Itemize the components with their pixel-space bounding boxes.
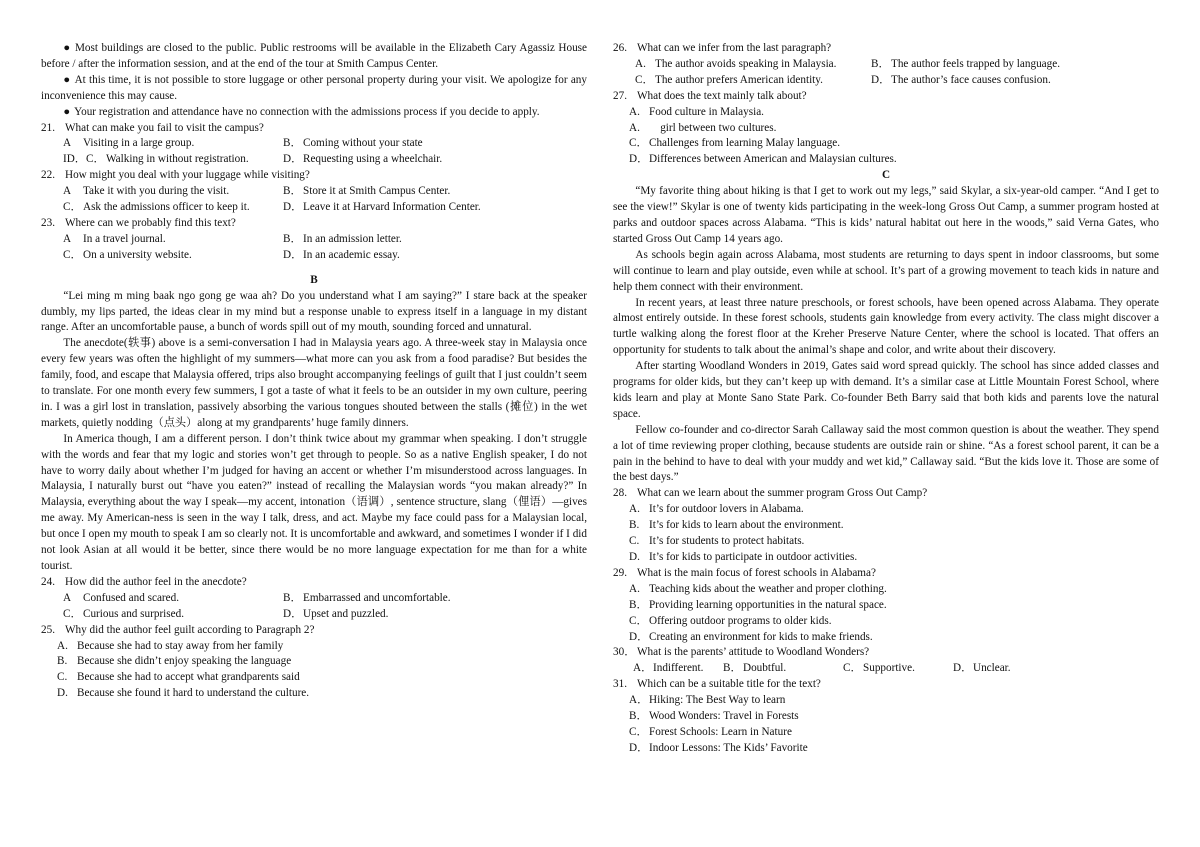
passage-c-paragraph-1: “My favorite thing about hiking is that I get to work out my legs,” said Skylar, a six-year-old camper. “And I get to see the view!” Skylar is one of twenty kids participating in the week-long Gross Out Camp, a summer program hosted at parks and outdoor spaces across Alabama. “This is kids’ natural habitat out here in the woods,” said Verna Gates, who started Gross Out Camp 14 years ago. [613, 185, 1159, 245]
option-c: ID．C．Walking in without registration. [63, 153, 249, 166]
option-b: B．Doubtful. [723, 662, 787, 675]
question-24: 24. How did the author feel in the anecdote? [41, 575, 247, 588]
notice-bullet-2: ● At this time, it is not possible to store luggage or other personal property during your visit. We apologize for any inconvenience this may cause. [41, 73, 587, 102]
section-b-heading: B [310, 273, 318, 286]
question-26: 26. What can we infer from the last paragraph? [613, 42, 832, 54]
question-28: 28. What can we learn about the summer program Gross Out Camp? [613, 487, 928, 500]
option-d: D．Differences between American and Malaysian cultures. [629, 153, 897, 166]
passage-b-paragraph-2: The anecdote(轶事) above is a semi-conversation I had in Malaysia years ago. A three-week stay in Malaysia once every few years was often the highlight of my summers—what more can you ask from a food paradise? But besides the family, food, and escape that Malaysia offered, trips also brought accompanying feelings of guilt that I just couldn’t seem to translate. For one month every few summers, I got a taste of what it feels to be an outsider in my own culture, peering in. I was a girl lost in translation, passively absorbing the various tongues shouted between the stalls (摊位) in the wet markets, quietly nodding（点头）along at my grandparents’ huge family dinners. [41, 337, 587, 429]
option-b: B．Store it at Smith Campus Center. [283, 185, 451, 198]
question-27-options [613, 105, 1159, 169]
passage-c-paragraph-3: In recent years, at least three nature preschools, or forest schools, have been opened across Alabama. They operate almost entirely outside. In these forest schools, students gain knowledge from every activity. The class might discover a turtle walking along the forest floor at the Kreher Preserve Nature Center, where the school is located. That offers an opportunity for students to talk about the animal’s shape and color, and write about their discovery. [613, 296, 1159, 357]
question-31-options [613, 693, 1159, 757]
option-a: A Confused and scared. [63, 591, 179, 604]
option-c: C. It’s for students to protect habitats. [629, 535, 805, 548]
option-a: A. Because she had to stay away from her family [57, 639, 284, 652]
option-c: C．Forest Schools: Learn in Nature [629, 725, 792, 738]
option-d: D. It’s for kids to participate in outdoor activities. [629, 551, 858, 563]
option-d: D．Indoor Lessons: The Kids’ Favorite [629, 741, 808, 754]
question-25: 25. Why did the author feel guilt according to Paragraph 2? [41, 623, 315, 636]
question-22-options [41, 184, 587, 216]
option-d: D. Because she found it hard to understand the culture. [57, 687, 310, 700]
option-a: A. Teaching kids about the weather and proper clothing. [629, 582, 887, 595]
question-25-options [41, 639, 587, 703]
passage-c-paragraph-4: After starting Woodland Wonders in 2019, Gates said word spread quickly. The school has since added classes and programs for older kids, but they can’t keep up with demand. It’s a similar case at Little Mountain Forest School, where kids learn and play at Monte Sano State Park. Co-founder Beth Barry said that both kids and parents love the natural space. [613, 360, 1159, 420]
question-29: 29. What is the main focus of forest schools in Alabama? [613, 566, 876, 579]
question-27: 27. What does the text mainly talk about? [613, 89, 807, 102]
option-c: C．The author prefers American identity. [635, 73, 823, 86]
question-31: 31. Which can be a suitable title for the text? [613, 678, 821, 691]
question-23: 23. Where can we probably find this text? [41, 216, 236, 229]
question-22: 22. How might you deal with your luggage while visiting? [41, 169, 310, 182]
option-c: C．On a university website. [63, 248, 192, 261]
notice-bullet-1: ● Most buildings are closed to the public. Public restrooms will be available in the Elizabeth Cary Agassiz House before / after the information session, and at the end of the tour at Smith Campus Center. [41, 42, 587, 70]
passage-c-paragraph-5: Fellow co-founder and co-director Sarah Callaway said the most common question is about the weather. They spend a lot of time reviewing proper clothing, because students are outside rain or shine. “As a forest school parent, it can be a pain in the behind to have to deal with your muddy and wet kid,” Callaway said. “But the kids love it. Those are some of the best days.” [613, 423, 1159, 484]
question-29-options [613, 582, 1159, 646]
option-b: A. girl between two cultures. [629, 121, 777, 134]
option-c: C．Curious and surprised. [63, 607, 184, 620]
passage-b-paragraph-1: “Lei ming m ming baak ngo gong ge waa ah? Do you understand what I am saying?” I stare back at the speaker dumbly, my lips parted, the ideas clear in my mind but a response unable to express itself in a language in my distant range. After an uncomfortable pause, a bunch of words spill out of my mouth, sounding forced and unnatural. [41, 289, 587, 334]
option-b: B．Coming without your state [283, 137, 423, 150]
option-d: D．Creating an environment for kids to make friends. [629, 630, 873, 643]
question-23-options [41, 232, 587, 264]
option-d: D．Unclear. [953, 662, 1011, 675]
option-b: B．In an admission letter. [283, 232, 402, 245]
option-a: A. The author avoids speaking in Malaysia. [635, 57, 837, 70]
question-26-options [613, 57, 1159, 89]
option-a: A Visiting in a large group. [63, 137, 195, 150]
passage-b-paragraph-3: In America though, I am a different person. I don’t think twice about my grammar when speaking. I don’t struggle with the words and fear that my logic and stories won’t get through to people. So as a native English speaker, I do not have to worry daily about whether I’m judged for having an accent or whether I’m misunderstood across languages. In Malaysia, I naturally burst out “have you eaten?” instead of recalling the Malaysian words “you makan already?” In Malaysia, everything about the way I speak—my accent, intonation（语调）, sentence structure, slang（俚语）—gives me away. My American-ness is seen in the way I talk, dress, and act. Maybe my face could pass for a Malaysian local, but once I open my mouth to speak I am so clearly not. It is uncomfortable and awkward, and sometimes I wonder if I did not look Asian at all would it be better, since there would be no more language expectation for me than for a white tourist. [41, 432, 587, 572]
question-30-options [613, 661, 1159, 677]
left-column [41, 41, 587, 702]
passage-c-paragraph-2: As schools begin again across Alabama, most students are returning to days spent in indoor classrooms, but some will continue to learn and play outside, even while at school. It’s part of a growing movement to teach kids in nature and help them connect with their environment. [613, 248, 1159, 293]
question-28-options [613, 502, 1159, 566]
option-d: D．Upset and puzzled. [283, 607, 389, 620]
option-a: A. Food culture in Malaysia. [629, 105, 764, 118]
option-d: D．In an academic essay. [283, 248, 400, 261]
option-a: A In a travel journal. [63, 232, 166, 245]
right-column [613, 41, 1159, 757]
option-a: A Take it with you during the visit. [63, 185, 230, 198]
option-c: C. Because she had to accept what grandparents said [57, 671, 300, 684]
section-c-heading: C [881, 169, 891, 182]
question-21: 21. What can make you fail to visit the campus? [41, 121, 264, 134]
option-b: B．Embarrassed and uncomfortable. [283, 591, 451, 604]
option-b: B．Providing learning opportunities in the natural space. [629, 598, 887, 611]
option-a: A．Hiking: The Best Way to learn [629, 694, 786, 707]
question-21-options [41, 136, 587, 168]
option-b: B. Because she didn’t enjoy speaking the language [57, 655, 292, 668]
option-a: A. It’s for outdoor lovers in Alabama. [629, 503, 804, 516]
option-b: B．Wood Wonders: Travel in Forests [629, 710, 799, 723]
option-b: B．The author feels trapped by language. [871, 57, 1060, 70]
option-a: A．Indifferent. [633, 662, 704, 675]
question-24-options [41, 591, 587, 623]
question-30: 30． What is the parents’ attitude to Woodland Wonders? [613, 646, 870, 659]
notice-bullet-3: ● Your registration and attendance have no connection with the admissions process if you decide to apply. [63, 105, 540, 118]
option-c: C．Offering outdoor programs to older kids. [629, 614, 832, 627]
option-d: D．Leave it at Harvard Information Center. [283, 201, 481, 214]
option-c: C．Challenges from learning Malay language. [629, 137, 841, 150]
option-d: D．The author’s face causes confusion. [871, 73, 1051, 86]
option-b: B. It’s for kids to learn about the environment. [629, 519, 844, 532]
option-d: D．Requesting using a wheelchair. [283, 153, 443, 166]
option-c: C．Ask the admissions officer to keep it. [63, 201, 250, 214]
option-c: C．Supportive. [843, 662, 915, 675]
